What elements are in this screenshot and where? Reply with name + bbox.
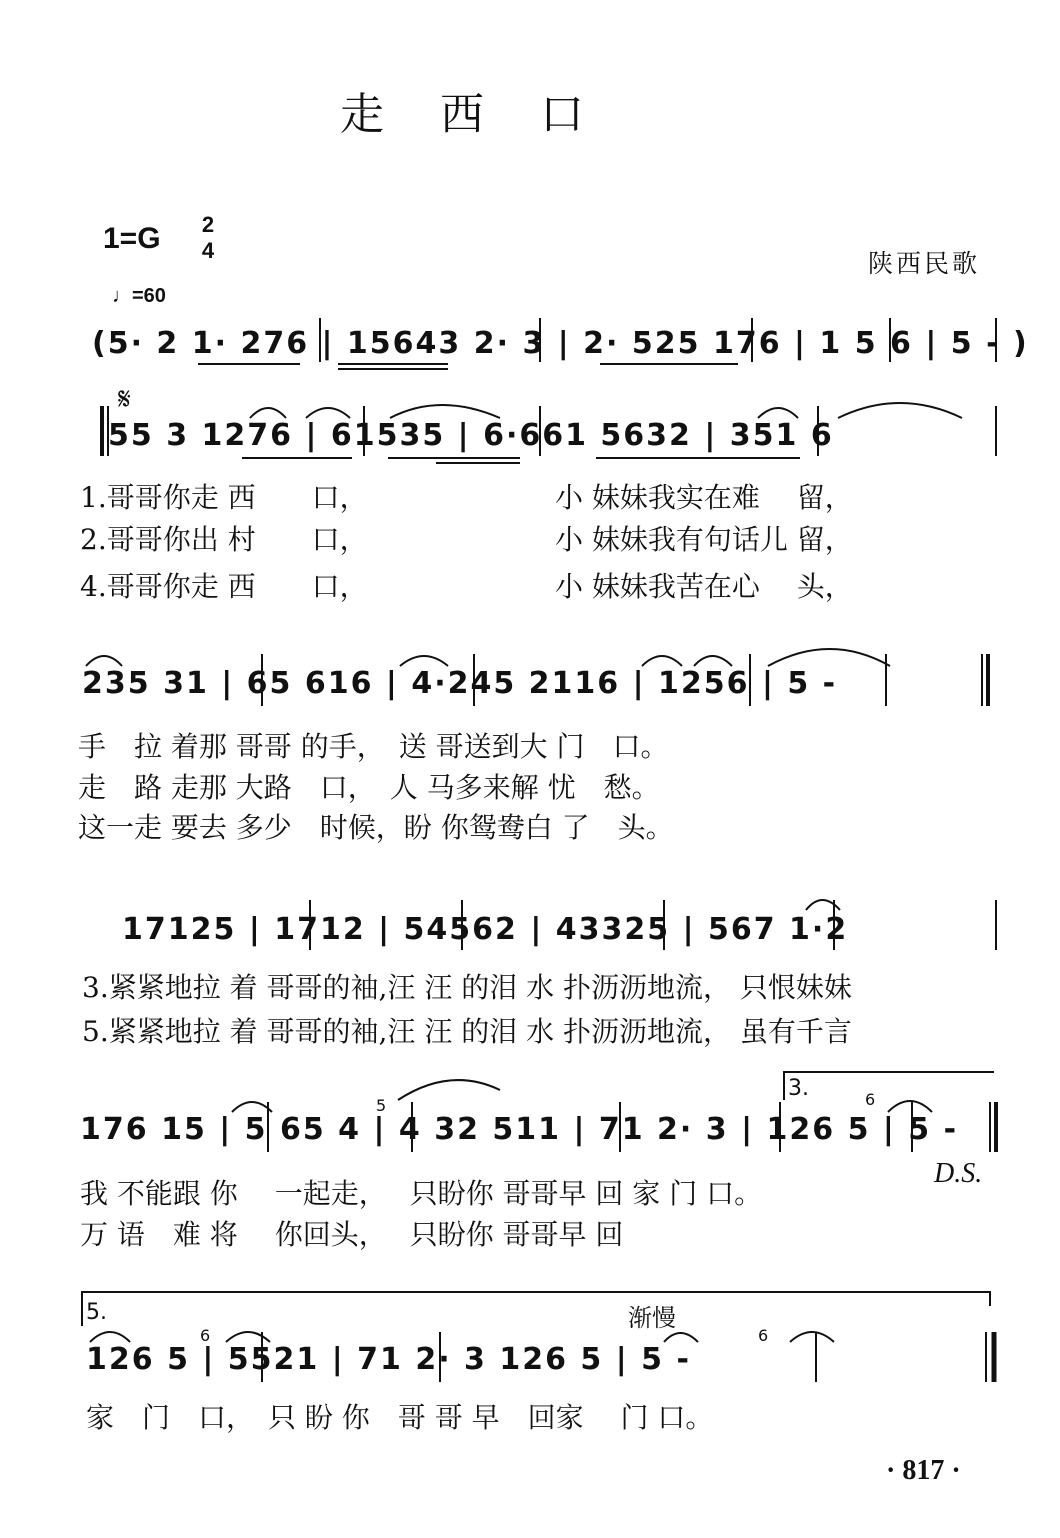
notation-line-4: 17125 | 1712 | 54562 | 43325 | 567 1·2: [122, 912, 849, 947]
tempo-marking: ♩=60: [112, 285, 166, 307]
lyric-verse-1a: 1.哥哥你走 西 口，: [80, 481, 368, 514]
song-title: 走 西 口: [340, 89, 590, 140]
slur: [90, 1332, 130, 1342]
lyric-refrain-3: 这一走 要去 多少 时候，盼 你鸳鸯白 了 头。: [78, 811, 674, 844]
slur: [642, 656, 682, 666]
lyric-final: 家 门 口， 只 盼 你 哥 哥 早 回家 门 口。: [86, 1401, 714, 1434]
lyric-verse-4a: 4.哥哥你走 西 口，: [80, 570, 368, 603]
slur: [232, 1102, 272, 1112]
lyric-refrain-1: 手 拉 着那 哥哥 的手， 送 哥送到大 门 口。: [78, 730, 669, 763]
ending-5-bracket: [82, 1292, 990, 1326]
lyric-verse-2a: 2.哥哥你出 村 口，: [80, 523, 368, 556]
lyric-verse-5: 5.紧紧地拉 着 哥哥的袖,汪 汪 的泪 水 扑沥沥地流， 虽有千言: [82, 1015, 852, 1048]
ds-marking: D.S.: [934, 1158, 983, 1189]
slur: [838, 403, 962, 418]
notation-line-1: (5· 2 1· 276 | 15643 2· 3 | 2· 525 176 | 1 5 6 | 5 - ): [92, 326, 1029, 361]
ritardando-marking: 渐慢: [628, 1304, 676, 1332]
grace-note-5: 5: [376, 1096, 387, 1115]
slur: [758, 408, 798, 418]
time-signature-bottom: 4: [201, 238, 215, 263]
notation-line-5: 176 15 | 5 65 4 | 4 32 511 | 71 2· 3 | 126 5 | 5 -: [80, 1112, 959, 1147]
lyric-verse-3: 3.紧紧地拉 着 哥哥的袖,汪 汪 的泪 水 扑沥沥地流， 只恨妹妹: [82, 971, 852, 1004]
slur: [694, 656, 732, 666]
slur: [768, 649, 890, 666]
slur: [398, 1080, 500, 1100]
slur: [390, 405, 500, 418]
song-origin: 陕西民歌: [868, 249, 981, 278]
slur: [888, 1101, 932, 1112]
segno-sign: 𝄋: [118, 382, 131, 417]
ending-3-bracket: [784, 1072, 994, 1100]
ending-5-label: 5.: [86, 1300, 107, 1325]
lyric-verse-4b: 小 妹妹我苦在心 头，: [555, 570, 853, 603]
ending-3-label: 3.: [788, 1076, 809, 1101]
lyric-ending-2: 万 语 难 将 你回头， 只盼你 哥哥早 回: [80, 1218, 624, 1251]
notation-line-6: 126 5 | 5521 | 71 2· 3 126 5 | 5 -: [86, 1342, 691, 1377]
lyric-refrain-2: 走 路 走那 大路 口， 人 马多来解 忧 愁。: [78, 771, 660, 804]
time-signature-top: 2: [201, 212, 215, 237]
slur: [790, 1332, 834, 1342]
slur: [86, 656, 122, 666]
lyric-verse-2b: 小 妹妹我有句话儿 留，: [555, 523, 853, 556]
slur: [400, 656, 448, 666]
slur: [226, 1332, 270, 1342]
slur: [664, 1333, 698, 1342]
slur: [306, 408, 350, 418]
grace-note-6c: 6: [758, 1326, 769, 1345]
notation-line-3: 235 31 | 65 616 | 4·245 2116 | 1256 | 5 -: [82, 666, 838, 701]
lyric-ending-1: 我 不能跟 你 一起走， 只盼你 哥哥早 回 家 门 口。: [80, 1177, 763, 1210]
grace-note-6b: 6: [200, 1326, 211, 1345]
key-signature: 1=G: [103, 222, 161, 255]
slur: [250, 408, 286, 418]
lyric-verse-1b: 小 妹妹我实在难 留，: [555, 481, 853, 514]
notation-line-2: 55 3 1276 | 61535 | 6·661 5632 | 351 6: [108, 418, 834, 453]
page-number: · 817 ·: [886, 1455, 961, 1486]
grace-note-6a: 6: [865, 1090, 876, 1109]
